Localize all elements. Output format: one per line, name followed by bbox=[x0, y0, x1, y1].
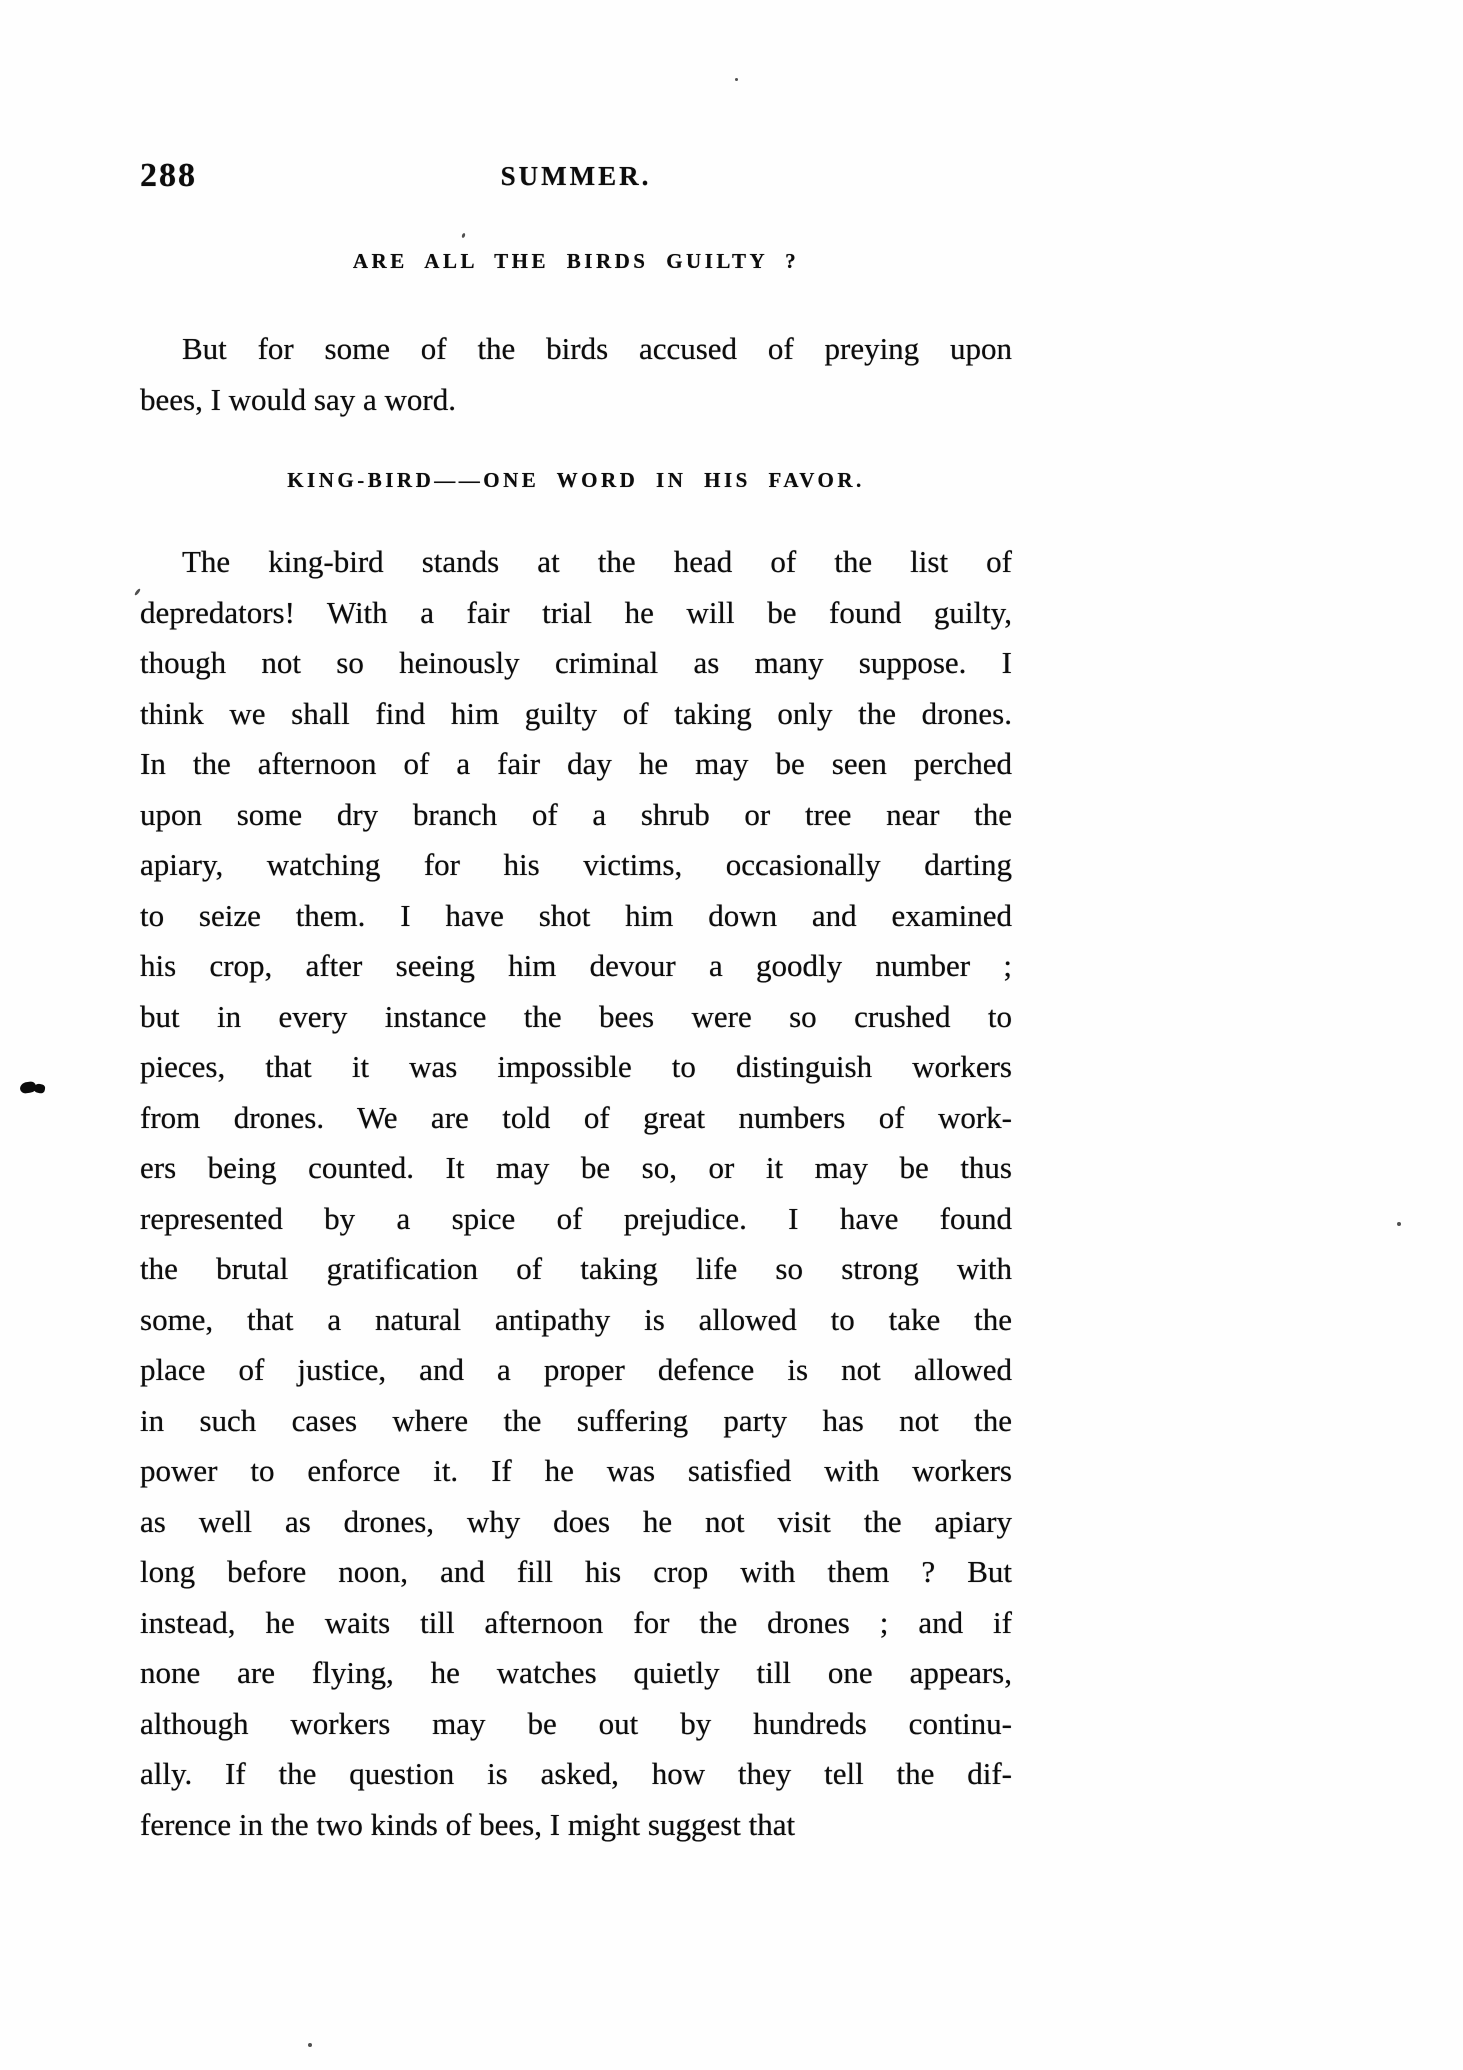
text-line: The king-bird stands at the head of the list of bbox=[182, 544, 1012, 579]
text-line: some, that a natural antipathy is allowed to take the bbox=[140, 1301, 1012, 1337]
text-line: depredators! With a fair trial he will be found guilty, bbox=[140, 594, 1012, 630]
paragraph-king-bird bbox=[140, 537, 1012, 1850]
text-line: think we shall find him guilty of taking only the drones. bbox=[140, 695, 1012, 731]
section-heading-are-all-birds-guilty: ARE ALL THE BIRDS GUILTY ? bbox=[352, 249, 800, 273]
page-header bbox=[140, 158, 1012, 194]
text-column bbox=[140, 0, 1012, 1850]
text-line: place of justice, and a proper defence is not allowed bbox=[140, 1352, 1012, 1387]
text-line: ers being counted. It may be so, or it may be thus bbox=[140, 1150, 1012, 1185]
scan-artifact bbox=[735, 78, 738, 81]
text-line: instead, he waits till afternoon for the drones ; and if bbox=[140, 1604, 1012, 1640]
page-number: 288 bbox=[140, 157, 197, 194]
ink-blot bbox=[33, 1083, 46, 1094]
text-line: In the afternoon of a fair day he may be seen perched bbox=[140, 746, 1012, 781]
text-line: But for some of the birds accused of preying upon bbox=[182, 331, 1012, 366]
scan-artifact bbox=[308, 2043, 312, 2047]
text-line: from drones. We are told of great numbers of work- bbox=[140, 1099, 1012, 1135]
scan-artifact bbox=[1397, 1222, 1401, 1226]
text-line: the brutal gratification of taking life so strong with bbox=[140, 1251, 1012, 1286]
text-line: his crop, after seeing him devour a goodly number ; bbox=[140, 948, 1012, 983]
text-line: bees, I would say a word. bbox=[140, 381, 456, 417]
text-line: represented by a spice of prejudice. I have found bbox=[140, 1200, 1012, 1236]
text-line: although workers may be out by hundreds continu- bbox=[140, 1705, 1012, 1741]
text-line: ally. If the question is asked, how they tell the dif- bbox=[140, 1756, 1012, 1791]
text-line: to seize them. I have shot him down and examined bbox=[140, 897, 1012, 933]
text-line: pieces, that it was impossible to distinguish workers bbox=[140, 1049, 1012, 1084]
text-line: in such cases where the suffering party has not the bbox=[140, 1402, 1012, 1438]
paragraph-intro bbox=[140, 324, 1012, 425]
section-heading-king-bird-favor: KING-BIRD——ONE WORD IN HIS FAVOR. bbox=[287, 468, 865, 492]
text-line: though not so heinously criminal as many suppose. I bbox=[140, 645, 1012, 680]
text-line: upon some dry branch of a shrub or tree near the bbox=[140, 796, 1012, 832]
text-line: none are flying, he watches quietly till one appears, bbox=[140, 1655, 1012, 1690]
running-title: SUMMER. bbox=[500, 161, 652, 191]
text-line: ference in the two kinds of bees, I might suggest that bbox=[140, 1806, 796, 1842]
text-line: apiary, watching for his victims, occasionally darting bbox=[140, 847, 1012, 882]
text-line: but in every instance the bees were so crushed to bbox=[140, 998, 1012, 1034]
text-line: as well as drones, why does he not visit the apiary bbox=[140, 1503, 1012, 1539]
text-line: power to enforce it. If he was satisfied with workers bbox=[140, 1453, 1012, 1488]
text-line: long before noon, and fill his crop with them ? But bbox=[140, 1554, 1012, 1589]
